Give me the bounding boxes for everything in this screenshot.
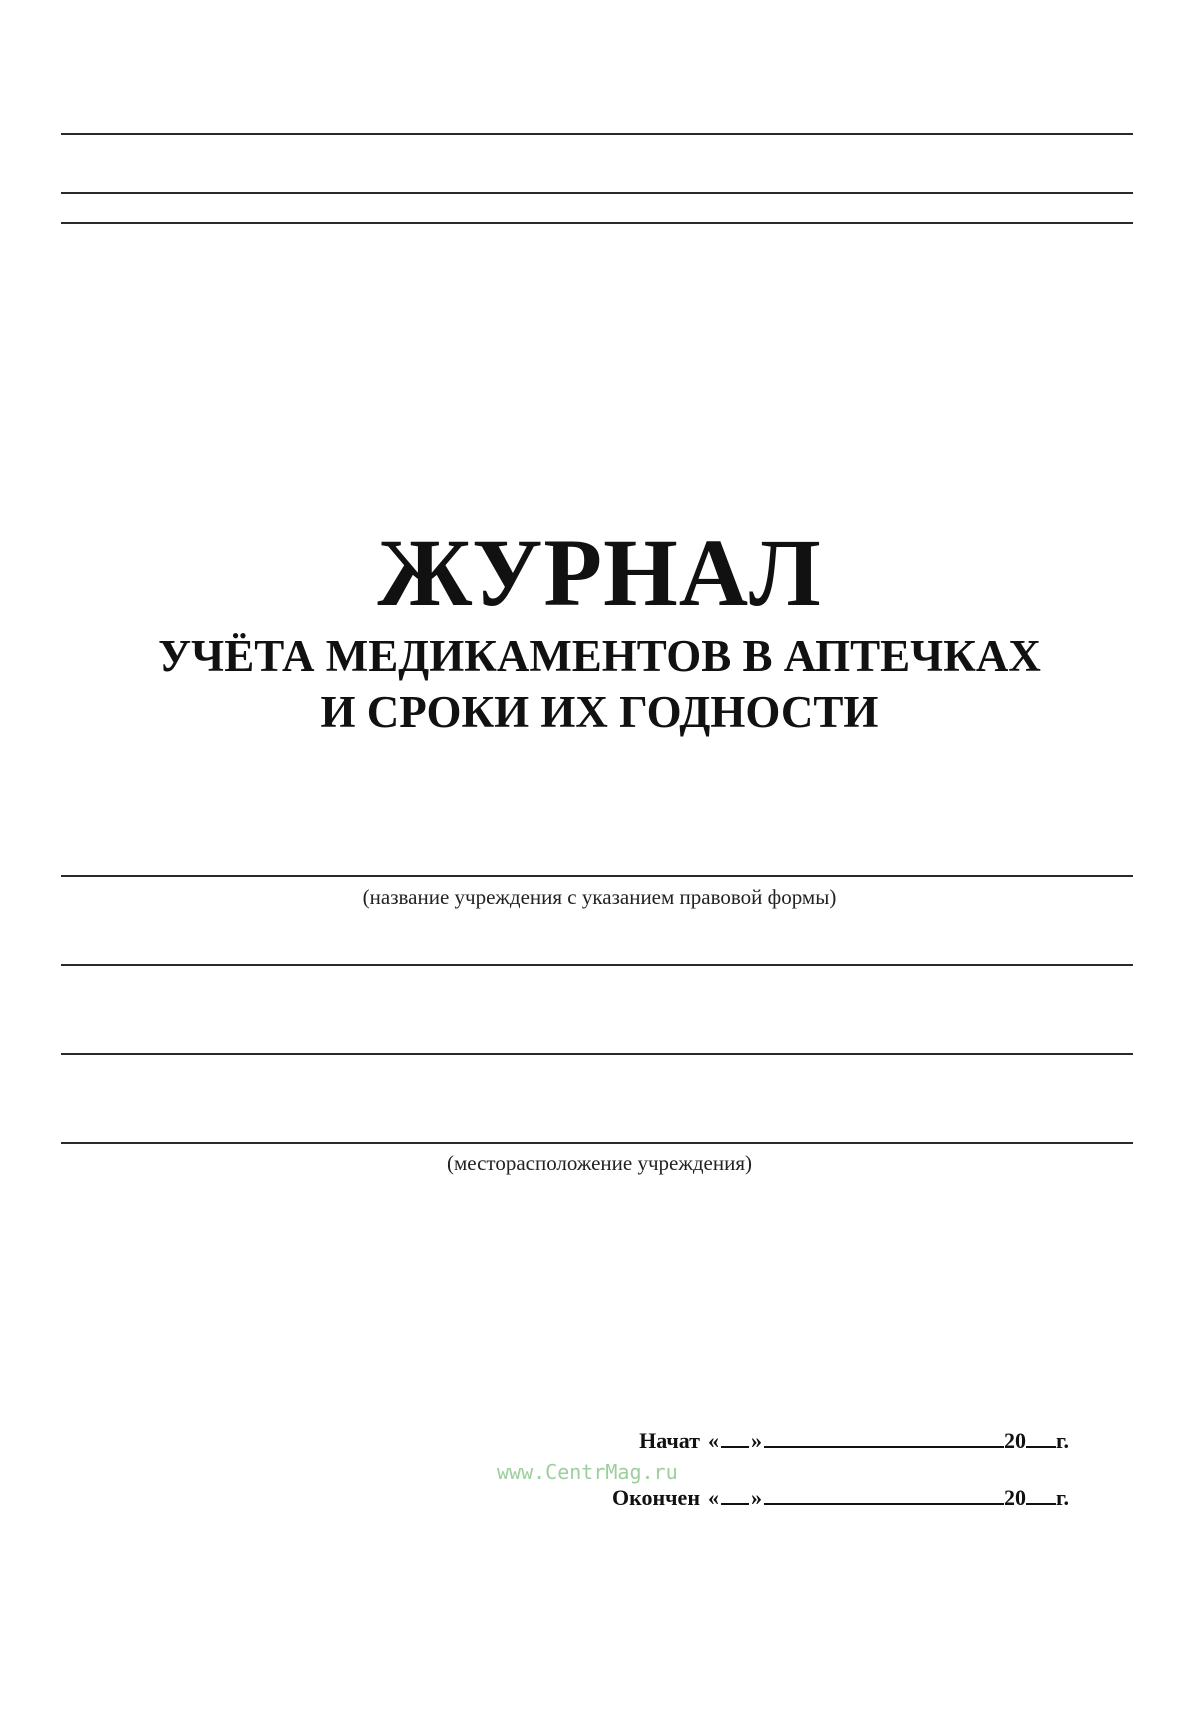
start-date-row: Начат « » 20 г. — [600, 1428, 1100, 1454]
blank-line-2 — [61, 1053, 1133, 1055]
document-title: ЖУРНАЛ — [377, 519, 822, 626]
start-day-blank — [721, 1428, 749, 1448]
organization-name-line — [61, 875, 1133, 877]
subtitle-line-2: И СРОКИ ИХ ГОДНОСТИ — [320, 687, 879, 737]
document-subtitle — [0, 628, 1199, 740]
start-month-blank — [764, 1428, 1004, 1448]
blank-line-1 — [61, 964, 1133, 966]
subtitle-line-1: УЧЁТА МЕДИКАМЕНТОВ В АПТЕЧКАХ — [158, 631, 1041, 681]
end-day-blank — [721, 1485, 749, 1505]
organization-caption: (название учреждения с указанием правовой формы) — [362, 885, 837, 909]
watermark: www.CentrMag.ru — [497, 1460, 678, 1484]
top-rule-2 — [61, 192, 1133, 194]
end-month-blank — [764, 1485, 1004, 1505]
start-year-blank — [1026, 1428, 1056, 1448]
top-rule-1 — [61, 133, 1133, 135]
end-date-row: Окончен « » 20 г. — [600, 1485, 1100, 1511]
end-date-label: Окончен — [611, 1485, 700, 1510]
location-line — [61, 1142, 1133, 1144]
end-year-blank — [1026, 1485, 1056, 1505]
top-rule-3 — [61, 222, 1133, 224]
start-date-label: Начат — [639, 1428, 700, 1453]
location-caption: (месторасположение учреждения) — [446, 1151, 753, 1175]
